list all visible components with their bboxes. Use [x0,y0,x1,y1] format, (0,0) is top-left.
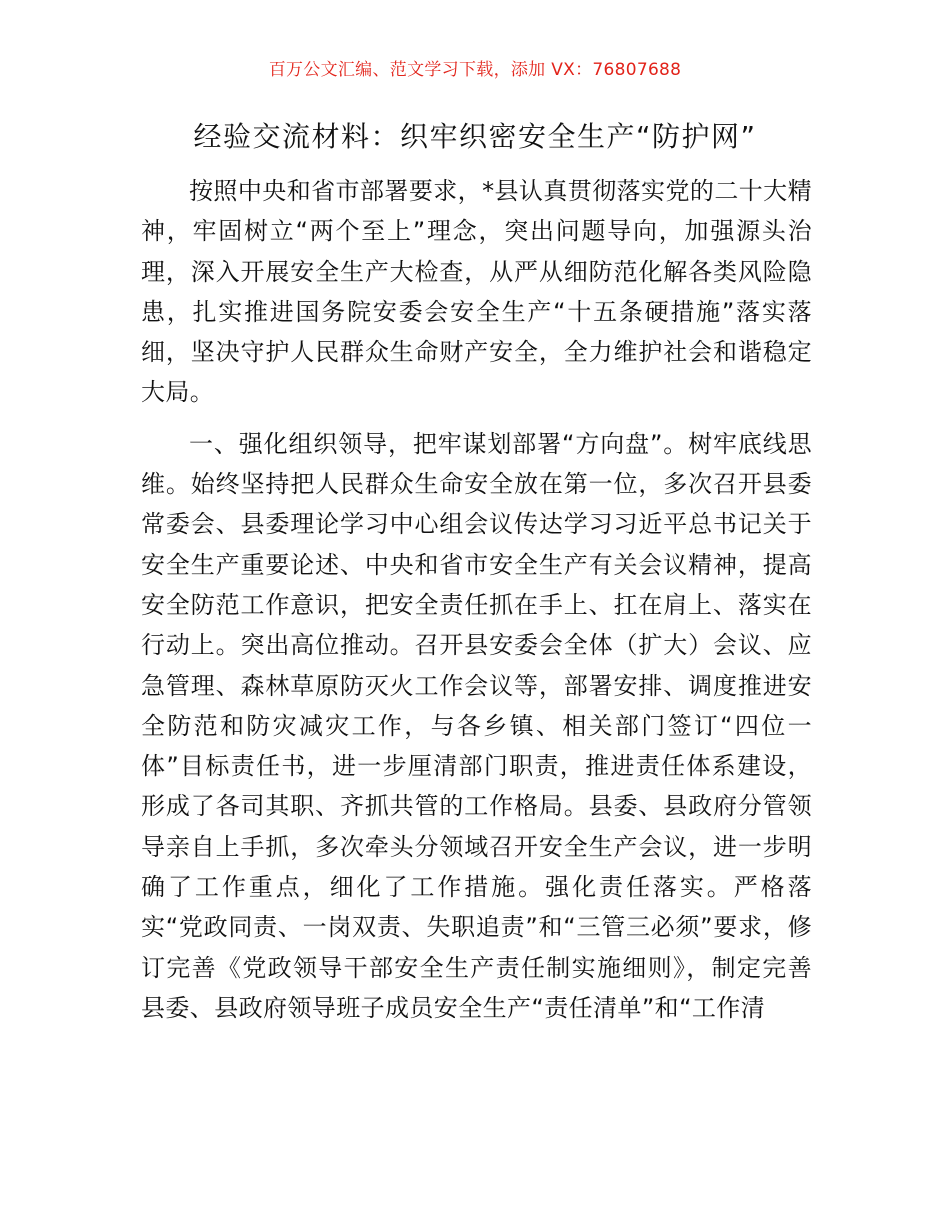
paragraph-intro: 按照中央和省市部署要求，*县认真贯彻落实党的二十大精神，牢固树立“两个至上”理念，突出问题导向，加强源头治理，深入开展安全生产大检查，从严从细防范化解各类风险隐患，扎实推进国务院安委会安全生产“十五条硬措施”落实落细，坚决守护人民群众生命财产安全，全力维护社会和谐稳定大局。 [141,177,812,407]
document-body [141,171,812,1028]
header-watermark-note: 百万公文汇编、范文学习下载，添加 VX：76807688 [268,60,682,80]
document-title: 经验交流材料：织牢织密安全生产“防护网” [193,120,757,153]
paragraph-section-one: 一、强化组织领导，把牢谋划部署“方向盘”。树牢底线思维。始终坚持把人民群众生命安全放在第一位，多次召开县委常委会、县委理论学习中心组会议传达学习习近平总书记关于安全生产重要论述、中央和省市安全生产有关会议精神，提高安全防范工作意识，把安全责任抓在手上、扛在肩上、落实在行动上。突出高位推动。召开县安委会全体（扩大）会议、应急管理、森林草原防灭火工作会议等，部署安排、调度推进安全防范和防灾减灾工作，与各乡镇、相关部门签订“四位一体”目标责任书，进一步厘清部门职责，推进责任体系建设，形成了各司其职、齐抓共管的工作格局。县委、县政府分管领导亲自上手抓，多次牵头分领域召开安全生产会议，进一步明确了工作重点，细化了工作措施。强化责任落实。严格落实“党政同责、一岗双责、失职追责”和“三管三必须”要求，修订完善《党政领导干部安全生产责任制实施细则》，制定完善县委、县政府领导班子成员安全生产“责任清单”和“工作清 [141,429,812,1022]
